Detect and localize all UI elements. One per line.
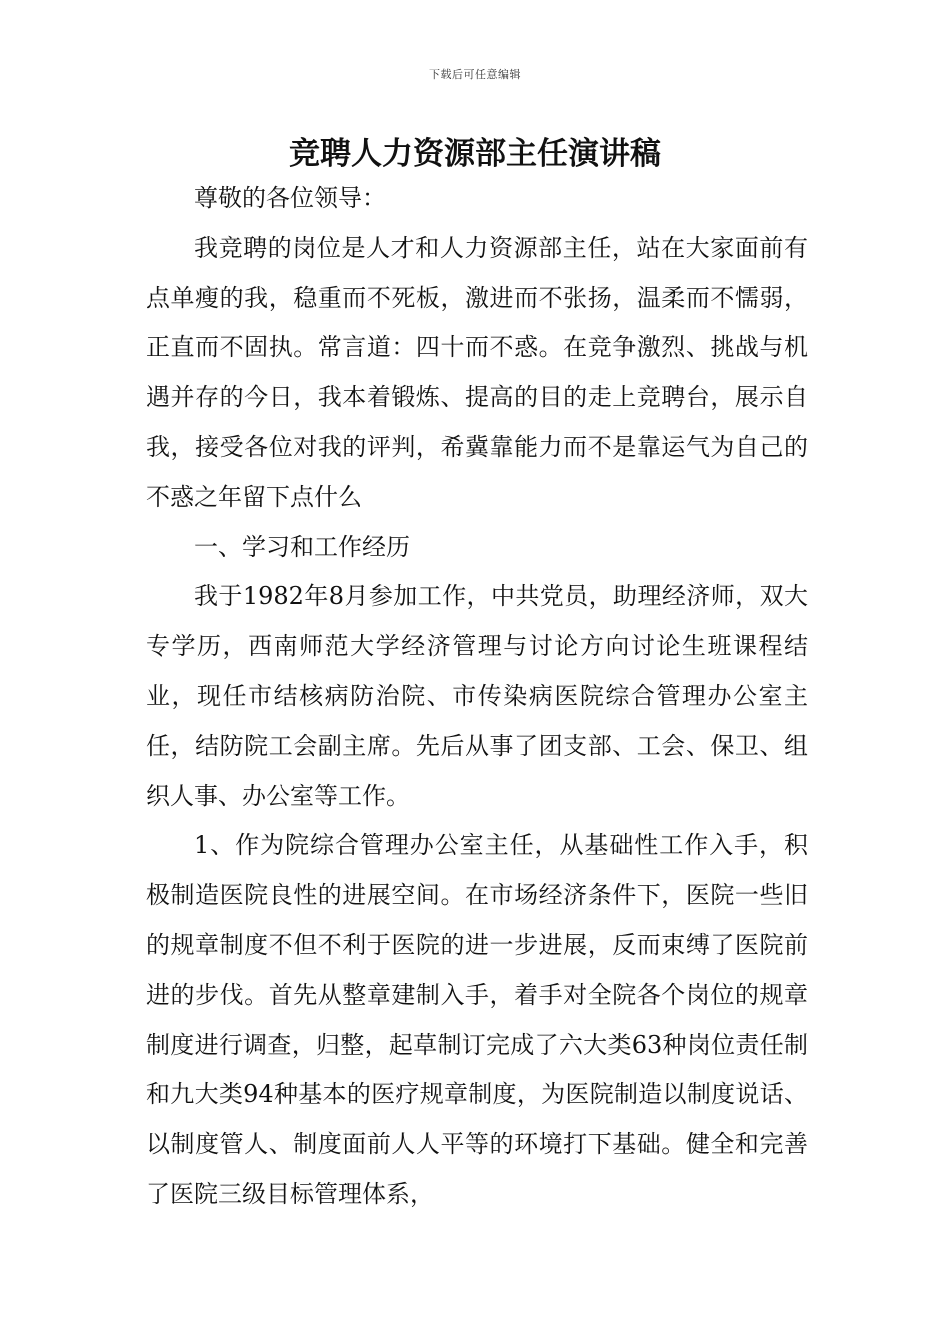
document-body [146,174,808,1220]
salutation-paragraph: 尊敬的各位领导： [194,184,386,212]
header-note: 下载后可任意编辑 [429,68,521,81]
experience-paragraph: 我于1982年8月参加工作，中共党员，助理经济师，双大专学历，西南师范大学经济管理与讨论方向讨论生班课程结业，现任市结核病防治院、市传染病医院综合管理办公室主任，结防院工会副主席。先后从事了团支部、工会、保卫、组织人事、办公室等工作。 [146,582,808,810]
duty-paragraph: 1、作为院综合管理办公室主任，从基础性工作入手，积极制造医院良性的进展空间。在市场经济条件下，医院一些旧的规章制度不但不利于医院的进一步进展，反而束缚了医院前进的步伐。首先从整章建制入手，着手对全院各个岗位的规章制度进行调查，归整，起草制订完成了六大类63种岗位责任制和九大类94种基本的医疗规章制度，为医院制造以制度说话、以制度管人、制度面前人人平等的环境打下基础。健全和完善了医院三级目标管理体系， [146,831,808,1208]
document-title: 竞聘人力资源部主任演讲稿 [289,136,661,172]
section-heading: 一、学习和工作经历 [194,532,410,561]
intro-paragraph: 我竞聘的岗位是人才和人力资源部主任，站在大家面前有点单瘦的我，稳重而不死板，激进而不张扬，温柔而不懦弱，正直而不固执。常言道：四十而不惑。在竞争激烈、挑战与机遇并存的今日，我本着锻炼、提高的目的走上竞聘台，展示自我，接受各位对我的评判，希冀靠能力而不是靠运气为自己的不惑之年留下点什么 [146,233,808,511]
